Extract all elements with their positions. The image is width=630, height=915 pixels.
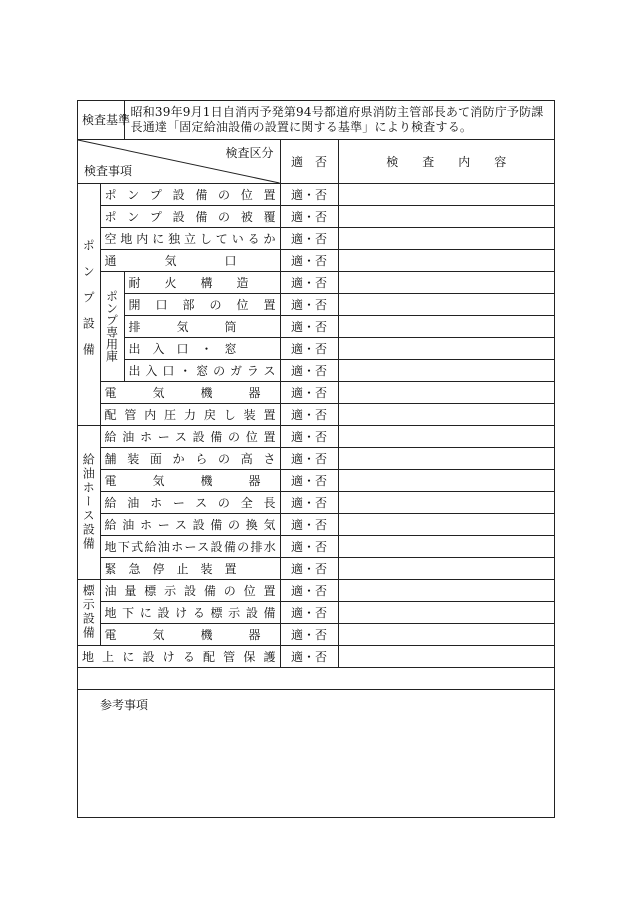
item: 電 気 機 器: [100, 381, 280, 403]
content-cell[interactable]: [338, 359, 554, 381]
group-hose: 給油ホース設備: [78, 425, 100, 579]
answer-cell[interactable]: 適・否: [280, 557, 338, 579]
item: 電 気 機 器: [100, 469, 280, 491]
standard-text: 昭和39年9月1日自消丙予発第94号都道府県消防主管部長あて消防庁予防課長通達「固定給油設備の設置に関する基準」により検査する。: [124, 101, 554, 139]
notes-area[interactable]: [78, 689, 554, 817]
content-cell[interactable]: [338, 425, 554, 447]
answer-cell[interactable]: 適・否: [280, 513, 338, 535]
item: 地下に設ける標示設備: [100, 601, 280, 623]
answer-cell[interactable]: 適・否: [280, 579, 338, 601]
item: 出入口・窓のガラス: [124, 359, 280, 381]
answer-cell[interactable]: 適・否: [280, 403, 338, 425]
content-cell[interactable]: [338, 491, 554, 513]
content-cell[interactable]: [338, 645, 554, 667]
answer-cell[interactable]: 適・否: [280, 227, 338, 249]
answer-cell[interactable]: 適・否: [280, 425, 338, 447]
item: 地下式給油ホース設備の排水: [100, 535, 280, 557]
inspection-table: [78, 101, 554, 668]
item: 通 気 口: [100, 249, 280, 271]
answer-cell[interactable]: 適・否: [280, 249, 338, 271]
item: 電 気 機 器: [100, 623, 280, 645]
answer-cell[interactable]: 適・否: [280, 183, 338, 205]
standard-label: 検査基準: [78, 101, 124, 139]
answer-cell[interactable]: 適・否: [280, 447, 338, 469]
header-items: 検査事項: [84, 163, 133, 178]
content-cell[interactable]: [338, 557, 554, 579]
item: ポンプ設備の位置: [100, 183, 280, 205]
item: 油量標示設備の位置: [100, 579, 280, 601]
answer-cell[interactable]: 適・否: [280, 381, 338, 403]
item: 給油ホースの全長: [100, 491, 280, 513]
content-cell[interactable]: [338, 293, 554, 315]
item: 耐 火 構 造: [124, 271, 280, 293]
content-cell[interactable]: [338, 535, 554, 557]
answer-cell[interactable]: 適・否: [280, 359, 338, 381]
header-category: 検査区分: [225, 145, 274, 160]
content-cell[interactable]: [338, 337, 554, 359]
answer-cell[interactable]: 適・否: [280, 535, 338, 557]
answer-cell[interactable]: 適・否: [280, 623, 338, 645]
content-cell[interactable]: [338, 249, 554, 271]
group-sign: 標示設備: [78, 579, 100, 645]
content-cell[interactable]: [338, 623, 554, 645]
content-cell[interactable]: [338, 601, 554, 623]
content-cell[interactable]: [338, 227, 554, 249]
answer-cell[interactable]: 適・否: [280, 469, 338, 491]
header-diagonal-cell: [78, 139, 280, 183]
item: 緊 急 停 止 装 置: [100, 557, 280, 579]
answer-cell[interactable]: 適・否: [280, 271, 338, 293]
item: 排 気 筒: [124, 315, 280, 337]
item: 空地内に独立しているか: [100, 227, 280, 249]
inspection-form: [77, 100, 555, 818]
content-cell[interactable]: [338, 271, 554, 293]
answer-cell[interactable]: 適・否: [280, 491, 338, 513]
group-pump-room: ポンプ専用庫: [100, 271, 124, 381]
content-cell[interactable]: [338, 513, 554, 535]
content-cell[interactable]: [338, 403, 554, 425]
content-cell[interactable]: [338, 381, 554, 403]
answer-cell[interactable]: 適・否: [280, 601, 338, 623]
header-result: 適 否: [280, 139, 338, 183]
answer-cell[interactable]: 適・否: [280, 205, 338, 227]
item: 出 入 口 ・ 窓: [124, 337, 280, 359]
content-cell[interactable]: [338, 183, 554, 205]
group-pump: ポンプ設備: [78, 183, 100, 425]
answer-cell[interactable]: 適・否: [280, 337, 338, 359]
item: 給油ホース設備の位置: [100, 425, 280, 447]
item: 給油ホース設備の換気: [100, 513, 280, 535]
answer-cell[interactable]: 適・否: [280, 315, 338, 337]
content-cell[interactable]: [338, 469, 554, 491]
answer-cell[interactable]: 適・否: [280, 293, 338, 315]
content-cell[interactable]: [338, 447, 554, 469]
content-cell[interactable]: [338, 579, 554, 601]
content-cell[interactable]: [338, 205, 554, 227]
item-pipe-protection: 地上に設ける配管保護: [78, 645, 280, 667]
answer-cell[interactable]: 適・否: [280, 645, 338, 667]
item: 開口部の位置: [124, 293, 280, 315]
item: ポンプ設備の被覆: [100, 205, 280, 227]
item: 舗装面からの高さ: [100, 447, 280, 469]
header-content: 検 査 内 容: [338, 139, 554, 183]
content-cell[interactable]: [338, 315, 554, 337]
item: 配管内圧力戻し装置: [100, 403, 280, 425]
notes-label: 参考事項: [100, 698, 149, 712]
